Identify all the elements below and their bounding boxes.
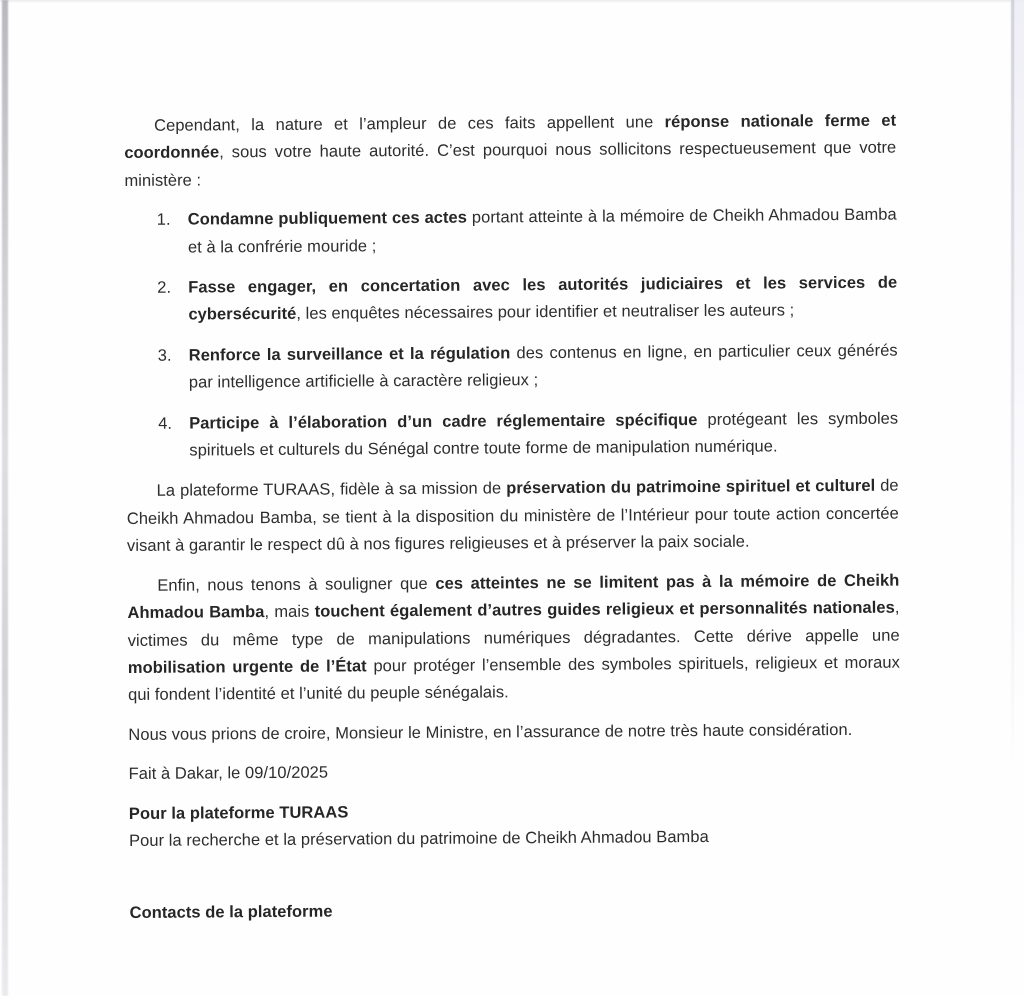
- list-item-4-text: Participe à l’élaboration d’un cadre réglementaire spécifique protégeant les symboles spirituels et culturels du Sénégal contre toute forme de manipulation numérique.: [189, 409, 899, 460]
- list-item-4: [126, 405, 898, 465]
- page-top-edge-shadow: [0, 0, 1024, 3]
- date-line: Fait à Dakar, le 09/10/2025: [128, 763, 329, 784]
- demands-list: [125, 202, 899, 466]
- list-number-1: 1.: [156, 210, 171, 229]
- intro-paragraph: Cependant, la nature et l’ampleur de ces faits appellent une réponse nationale ferme et coordonnée, sous votre haute autorité. C’est pourquoi nous sollicitons respectueusement que votre ministère :: [124, 111, 897, 190]
- list-item-3: [126, 337, 898, 397]
- signature-title: Pour la plateforme TURAAS: [128, 802, 349, 823]
- enfin-paragraph: Enfin, nous tenons à souligner que ces atteintes ne se limitent pas à la mémoire de Cheikh Ahmadou Bamba, mais touchent également d’autres guides religieux et personnalités nationales, victimes du même type de manipulations numériques dégradantes. Cette dérive appelle une mobilisation urgente de l’État pour protéger l’ensemble des symboles spirituels, religieux et moraux qui fondent l’identité et l’unité du peuple sénégalais.: [127, 571, 900, 705]
- list-item-2-text: Fasse engager, en concertation avec les autorités judiciaires et les services de cybersécurité, les enquêtes nécessaires pour identifier et neutraliser les auteurs ;: [188, 273, 898, 324]
- list-item-1-text: Condamne publiquement ces actes portant atteinte à la mémoire de Cheikh Ahmadou Bamba et à la confrérie mouride ;: [187, 205, 897, 257]
- list-number-4: 4.: [158, 414, 173, 433]
- list-item-3-text: Renforce la surveillance et la régulation des contenus en ligne, en particulier ceux générés par intelligence artificielle à caractère religieux ;: [188, 341, 898, 392]
- list-number-3: 3.: [157, 346, 172, 365]
- list-number-2: 2.: [157, 278, 172, 297]
- list-item-1: [125, 202, 897, 262]
- platform-paragraph: La plateforme TURAAS, fidèle à sa mission de préservation du patrimoine spirituel et culturel de Cheikh Ahmadou Bamba, se tient à la disposition du ministère de l’Intérieur pour toute action concertée visant à garantir le respect dû à nos figures religieuses et à préserver la paix sociale.: [126, 477, 899, 556]
- closing-paragraph: Nous vous prions de croire, Monsieur le Ministre, en l’assurance de notre très haute considération.: [128, 720, 853, 744]
- page-right-margin-area: [1013, 0, 1024, 740]
- letter-page: [124, 108, 902, 940]
- signature-subtitle: Pour la recherche et la préservation du patrimoine de Cheikh Ahmadou Bamba: [129, 827, 709, 850]
- footer-contacts-cutoff: Contacts de la plateforme: [129, 902, 333, 923]
- page-right-edge-seam: [1011, 0, 1014, 770]
- list-item-2: [125, 270, 897, 330]
- page-left-edge-shadow: [2, 0, 8, 996]
